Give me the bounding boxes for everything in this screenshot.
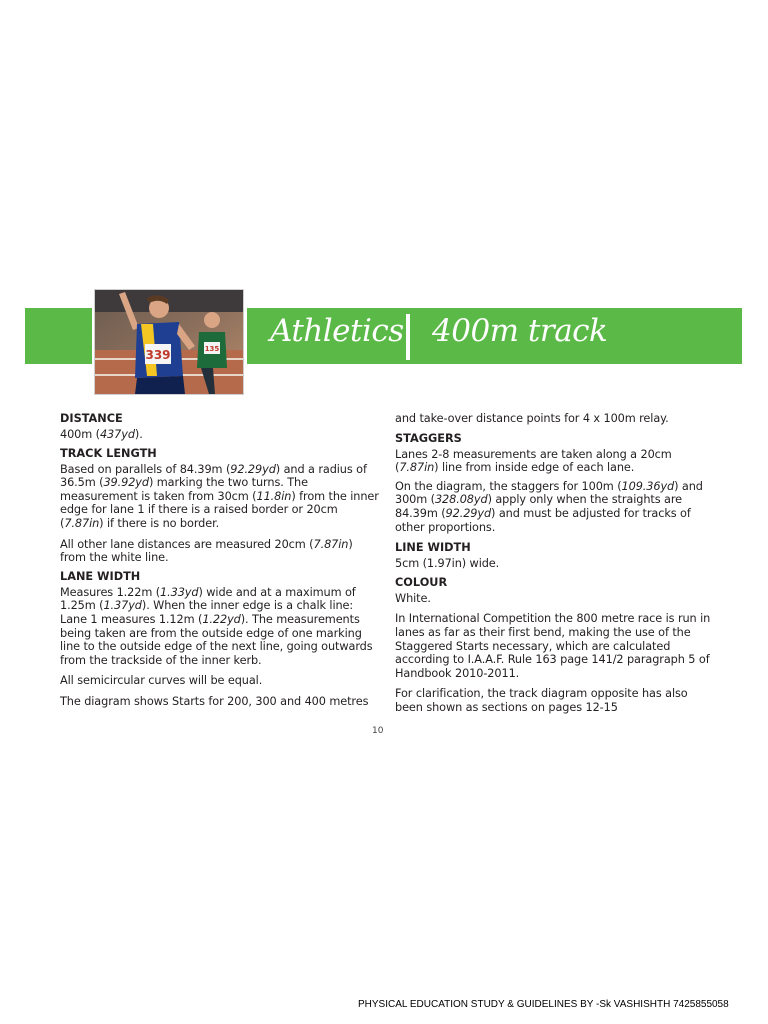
- clarification-paragraph: For clarification, the track diagram opposite has also been shown as sections on pages 12-15: [395, 687, 688, 714]
- line-width-text: 5cm (1.97in) wide.: [395, 557, 500, 571]
- track-length-paragraph-2: All other lane distances are measured 20cm (7.87in) from the white line.: [60, 537, 353, 565]
- banner-title-athletics: Athletics: [270, 313, 404, 349]
- banner-bar-left: [25, 308, 92, 364]
- track-length-heading: TRACK LENGTH: [60, 446, 157, 460]
- line-width-heading: LINE WIDTH: [395, 541, 471, 555]
- lane-width-paragraph-3: The diagram shows Starts for 200, 300 and 400 metres: [60, 694, 369, 708]
- page-number: 10: [372, 726, 384, 736]
- colour-text: White.: [395, 591, 431, 605]
- lane-width-heading: LANE WIDTH: [60, 569, 141, 583]
- competition-paragraph: In International Competition the 800 metre race is run in lanes as far as their first bend, making the use of the Staggered Starts necessary, which are calculated according to I.A.A.F. Rule 163 page 141/2 paragraph 5 of Handbook 2010-2011.: [395, 612, 711, 680]
- distance-text: 400m (437yd).: [60, 428, 143, 441]
- banner-divider: [406, 314, 410, 360]
- colour-heading: COLOUR: [395, 575, 448, 589]
- left-column: [60, 412, 380, 716]
- front-runner-bib: 339: [145, 348, 171, 362]
- lane-width-paragraph-1: Measures 1.22m (1.33yd) wide and at a maximum of 1.25m (1.37yd). When the inner edge is a chalk line: Lane 1 measures 1.12m (1.22yd). The measurements being taken are from the outside edge of one marking line to the outside edge of the next line, going outwards from the trackside of the inner kerb.: [60, 585, 373, 667]
- staggers-heading: STAGGERS: [395, 431, 462, 445]
- footer-credit: PHYSICAL EDUCATION STUDY & GUIDELINES BY -Sk VASHISHTH 7425855058: [358, 999, 729, 1010]
- athletes-photo: [95, 290, 243, 394]
- distance-heading: DISTANCE: [60, 412, 123, 425]
- staggers-paragraph-2: On the diagram, the staggers for 100m (109.36yd) and 300m (328.08yd) apply only when the straights are 84.39m (92.29yd) and must be adjusted for tracks of other proportions.: [395, 479, 703, 534]
- track-length-paragraph-1: Based on parallels of 84.39m (92.29yd) and a radius of 36.5m (39.92yd) marking the two turns. The measurement is taken from 30cm (11.8in) from the inner edge for lane 1 if there is a raised border or 20cm (7.87in) if there is no border.: [60, 462, 379, 530]
- banner-title-400m-track: 400m track: [432, 313, 608, 349]
- right-column: [395, 412, 715, 722]
- staggers-paragraph-1: Lanes 2-8 measurements are taken along a 20cm (7.87in) line from inside edge of each lane.: [395, 447, 672, 475]
- back-runner-bib: 135: [204, 345, 220, 353]
- relay-continuation: and take-over distance points for 4 x 100m relay.: [395, 412, 669, 425]
- lane-width-paragraph-2: All semicircular curves will be equal.: [60, 674, 263, 688]
